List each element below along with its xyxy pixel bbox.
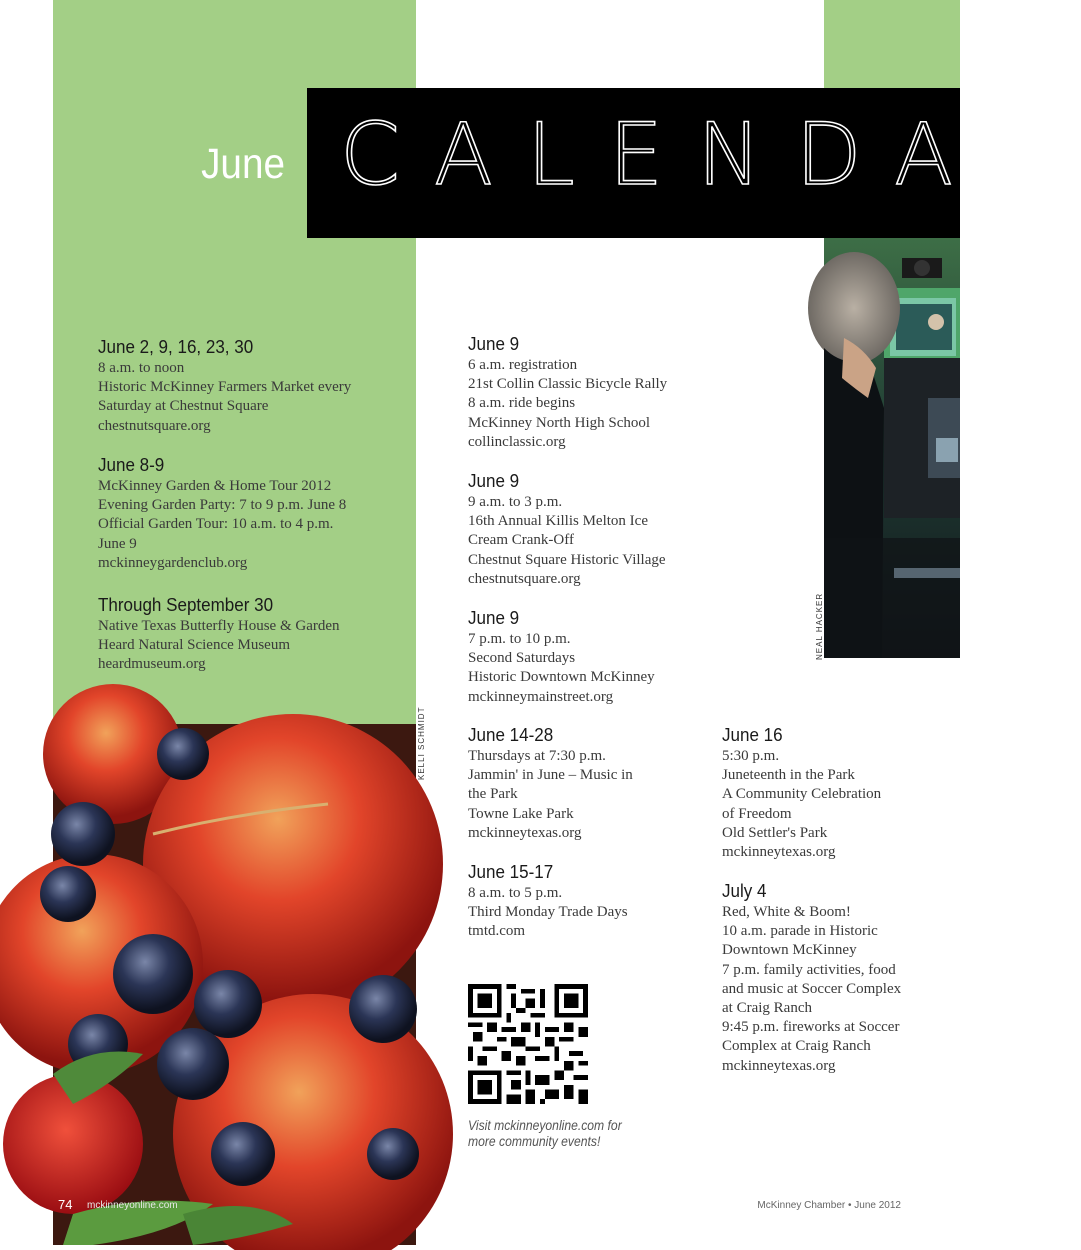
event-link[interactable]: collinclassic.org [468,433,566,450]
event-link[interactable]: tmtd.com [468,923,526,940]
page-title: CALENDAR [340,105,1081,205]
event-line: 5:30 p.m. [722,748,780,764]
footer-url[interactable]: mckinneyonline.com [87,1200,178,1211]
event-line: Thursdays at 7:30 p.m. [468,748,606,764]
event-line: 8 a.m. ride begins [468,395,576,412]
fruit-photo [53,724,416,1245]
event-line: and music at Soccer Complex [722,980,902,997]
event-date: June 9 [468,470,520,491]
event-line: Saturday at Chestnut Square [98,398,269,415]
event-line: June 9 [98,535,137,552]
event-line: 7 p.m. family activities, food [722,961,896,978]
event-line: the Park [468,786,518,803]
event-line: 8 a.m. to noon [98,360,185,376]
event-line: 8 a.m. to 5 p.m. [468,885,563,901]
event-link[interactable]: mckinneytexas.org [722,844,836,861]
event-date: June 2, 9, 16, 23, 30 [98,336,254,357]
event-line: 6 a.m. registration [468,357,578,373]
event-line: Native Texas Butterfly House & Garden [98,618,340,634]
event-ice-cream-crank-off [468,470,758,589]
event-date: Through September 30 [98,594,274,615]
event-date: June 9 [468,333,520,354]
event-garden-tour [98,454,388,573]
visit-website-note: Visit mckinneyonline.com for more community events! [468,1118,622,1149]
green-corner-block [824,0,960,88]
event-jammin-in-june [468,724,758,843]
event-line: 16th Annual Killis Melton Ice [468,513,648,530]
event-link[interactable]: heardmuseum.org [98,656,206,673]
event-red-white-boom [722,880,942,1076]
event-line: Chestnut Square Historic Village [468,551,666,568]
event-date: July 4 [722,880,767,901]
qr-code[interactable] [468,984,588,1104]
event-line: Towne Lake Park [468,805,574,822]
event-butterfly-house [98,594,388,675]
event-line: Historic Downtown McKinney [468,669,655,686]
event-line: 7 p.m. to 10 p.m. [468,631,571,647]
event-line: of Freedom [722,805,792,822]
event-juneteenth [722,724,942,862]
event-link[interactable]: chestnutsquare.org [468,570,581,587]
event-link[interactable]: mckinneymainstreet.org [468,688,614,705]
event-line: Official Garden Tour: 10 a.m. to 4 p.m. [98,516,334,533]
month-label: June [201,140,285,188]
event-line: 21st Collin Classic Bicycle Rally [468,376,668,393]
event-line: Complex at Craig Ranch [722,1038,871,1055]
event-line: Old Settler's Park [722,824,828,841]
event-line: 9:45 p.m. fireworks at Soccer [722,1019,900,1036]
event-link[interactable]: mckinneygardenclub.org [98,554,248,571]
event-bicycle-rally [468,333,758,452]
event-line: Second Saturdays [468,650,576,667]
event-line: Historic McKinney Farmers Market every [98,379,352,396]
event-line: Third Monday Trade Days [468,904,628,921]
event-farmers-market [98,336,388,436]
event-date: June 8-9 [98,454,165,475]
event-trade-days [468,861,758,942]
event-line: Downtown McKinney [722,942,857,959]
event-line: A Community Celebration [722,786,882,803]
event-line: McKinney North High School [468,414,651,431]
event-link[interactable]: mckinneytexas.org [468,824,582,841]
event-link[interactable]: mckinneytexas.org [722,1057,836,1074]
page-number: 74 [58,1197,73,1212]
event-line: 10 a.m. parade in Historic [722,923,878,940]
event-line: 9 a.m. to 3 p.m. [468,494,563,510]
event-date: June 15-17 [468,861,554,882]
event-link[interactable]: chestnutsquare.org [98,417,211,434]
event-line: Juneteenth in the Park [722,767,855,784]
event-line: Evening Garden Party: 7 to 9 p.m. June 8 [98,497,347,514]
event-line: Cream Crank-Off [468,532,574,549]
event-second-saturdays [468,607,758,707]
event-date: June 16 [722,724,783,745]
event-line: at Craig Ranch [722,1000,812,1017]
film-crew-photo [824,238,960,658]
event-line: McKinney Garden & Home Tour 2012 [98,478,332,494]
footer-publication: McKinney Chamber • June 2012 [757,1200,901,1211]
event-date: June 9 [468,607,520,628]
photo-credit-bottom: KELLI SCHMIDT [417,706,426,780]
event-date: June 14-28 [468,724,554,745]
event-line: Jammin' in June – Music in [468,767,633,784]
event-line: Red, White & Boom! [722,904,851,920]
photo-credit-top: NEAL HACKER [815,592,824,660]
event-line: Heard Natural Science Museum [98,637,291,654]
